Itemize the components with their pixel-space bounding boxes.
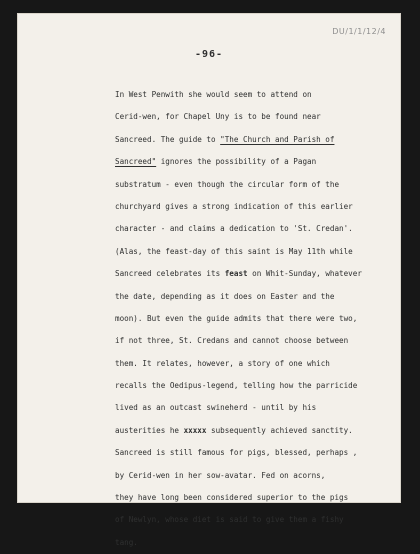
text-line (115, 487, 395, 509)
text-line-part: moon). But even the guide admits that there were two, (115, 313, 358, 323)
catalog-mark: DU/1/1/12/4 (332, 27, 386, 36)
text-line (115, 151, 395, 173)
text-line-part: austerities he (115, 425, 184, 435)
page-number: -96- (194, 49, 224, 60)
text-line-part: substratum - even though the circular form of the (115, 179, 340, 189)
text-line-part: In West Penwith she would seem to attend on (115, 90, 312, 99)
text-line (115, 420, 395, 442)
text-line (115, 106, 395, 128)
text-line (115, 241, 395, 263)
text-line (115, 174, 395, 196)
text-line (115, 465, 395, 487)
text-line (115, 397, 395, 419)
text-line (115, 263, 395, 285)
text-line-part: (Alas, the feast-day of this saint is May 11th while (115, 246, 353, 256)
typed-text-block (115, 84, 395, 554)
text-line-emphasis: xxxxx (183, 425, 207, 435)
text-line-part: they have long been considered superior to the pigs (115, 493, 349, 503)
text-line-part: Sancreed. The guide to (115, 134, 221, 144)
text-line (115, 375, 395, 397)
text-line (115, 330, 395, 352)
text-line-part: recalls the Oedipus-legend, telling how the parricide (115, 381, 358, 391)
text-line (115, 196, 395, 218)
text-line (115, 286, 395, 308)
text-line-part: Sancreed celebrates its (115, 269, 225, 279)
text-line (115, 353, 395, 375)
text-line-part: ignores the possibility of a Pagan (156, 157, 317, 167)
text-line (115, 532, 395, 554)
text-line-part: them. It relates, however, a story of one which (115, 358, 330, 368)
text-line (115, 129, 395, 151)
text-line (115, 308, 395, 330)
text-line-part: character - and claims a dedication to 'St. Credan'. (115, 224, 353, 234)
text-line-part: Cerid-wen, for Chapel Uny is to be found near (115, 112, 321, 122)
text-line-part: by Cerid-wen in her sow-avatar. Fed on acorns, (115, 470, 326, 480)
text-line-part: tang. (115, 537, 138, 547)
text-line-underlined: Sancreed" (115, 157, 157, 167)
text-line-part: on Whit-Sunday, whatever (247, 269, 362, 279)
text-line-part: Sancreed is still famous for pigs, blessed, perhaps , (115, 448, 358, 458)
text-line (115, 442, 395, 464)
text-line-part: of Newlyn, whose diet is said to give them a fishy (115, 515, 344, 525)
text-line-part: subsequently achieved sanctity. (206, 425, 353, 435)
text-line-underlined: "The Church and Parish of (220, 134, 335, 144)
document-page (17, 13, 401, 547)
text-line-part: lived as an outcast swineherd - until by his (115, 403, 317, 413)
text-line (115, 84, 395, 106)
text-line (115, 218, 395, 240)
text-line-part: the date, depending as it does on Easter and the (115, 291, 335, 301)
text-line (115, 509, 395, 531)
text-line-part: if not three, St. Credans and cannot choose between (115, 336, 349, 346)
text-line-emphasis: feast (224, 269, 248, 279)
text-line-part: churchyard gives a strong indication of this earlier (115, 201, 353, 211)
